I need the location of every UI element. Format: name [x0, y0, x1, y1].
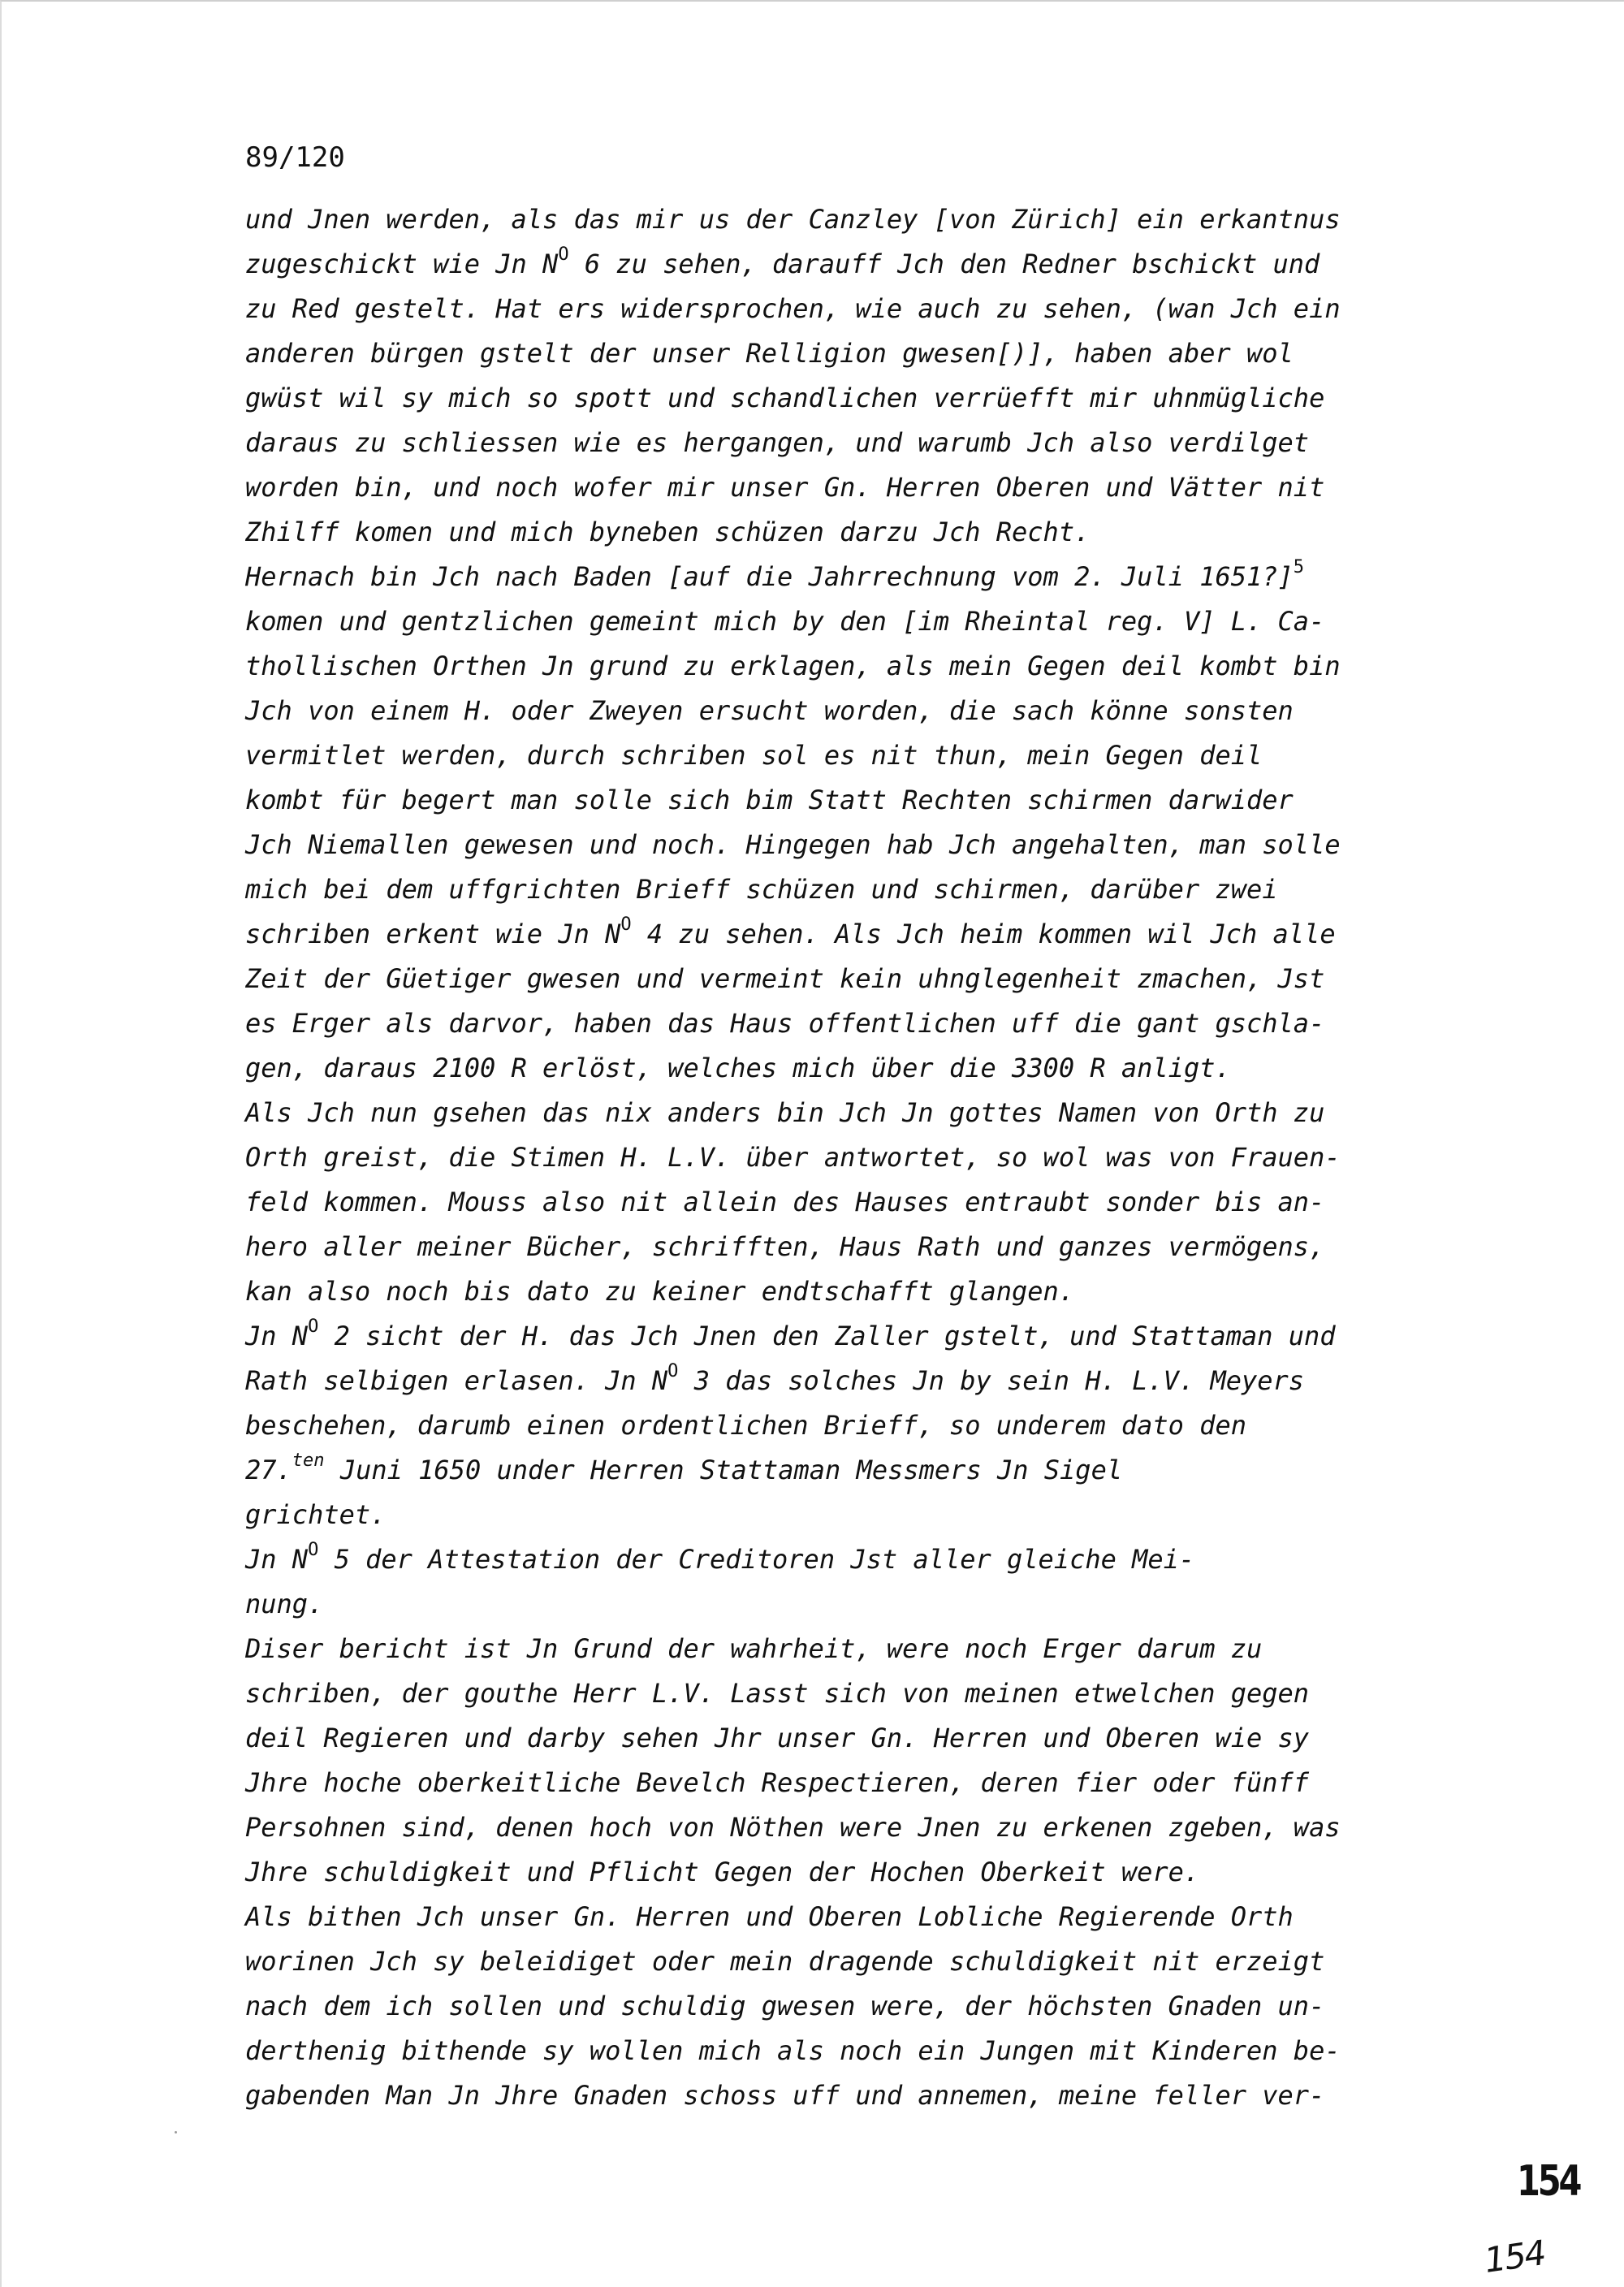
text-line: Jhre schuldigkeit und Pflicht Gegen der Hochen Oberkeit were.	[245, 1857, 1200, 1887]
text-line: vermitlet werden, durch schriben sol es nit thun, mein Gegen deil	[245, 740, 1263, 771]
text-line: gwüst wil sy mich so spott und schandlichen verrüefft mir uhnmügliche	[245, 383, 1325, 413]
text-line: hero aller meiner Bücher, schrifften, Haus Rath und ganzes vermögens,	[245, 1231, 1325, 1262]
text-line: kombt für begert man solle sich bim Statt Rechten schirmen darwider	[245, 785, 1294, 815]
handwritten-page-number: 154	[1517, 2157, 1580, 2206]
text-line: gabenden Man Jn Jhre Gnaden schoss uff und annemen, meine feller ver-	[245, 2080, 1325, 2111]
text-line: Jhre hoche oberkeitliche Bevelch Respectieren, deren fier oder fünff	[245, 1767, 1310, 1798]
text-line: Zeit der Güetiger gwesen und vermeint kein uhnglegenheit zmachen, Jst	[245, 963, 1325, 994]
text-line: Jn $N^O$ 5 der Attestation der Creditoren Jst aller gleiche Mei-	[245, 1540, 1195, 1575]
text-line: Rath selbigen erlasen. Jn $N^O$ 3 das solches Jn by sein H. L.V. Meyers	[245, 1361, 1305, 1396]
text-line: schriben erkent wie Jn $N^O$ 4 zu sehen. Als Jch heim kommen wil Jch alle	[245, 914, 1336, 949]
text-line: grichtet.	[245, 1499, 387, 1530]
text-line: Jch von einem H. oder Zweyen ersucht worden, die sach könne sonsten	[245, 695, 1294, 726]
text-line: komen und gentzlichen gemeint mich by den [im Rheintal reg. V] L. Ca-	[245, 606, 1325, 637]
scan-speck	[175, 2131, 177, 2134]
text-line: Jn $N^O$ 2 sicht der H. das Jch Jnen den Zaller gstelt, und Stattaman und	[245, 1316, 1336, 1351]
text-line: es Erger als darvor, haben das Haus offentlichen uff die gant gschla-	[245, 1008, 1325, 1039]
text-line: 27.$^{ten}$ Juni 1650 under Herren Stattaman Messmers Jn Sigel	[245, 1450, 1123, 1485]
text-line: nach dem ich sollen und schuldig gwesen were, der höchsten Gnaden un-	[245, 1991, 1325, 2021]
text-line: Jch Niemallen gewesen und noch. Hingegen hab Jch angehalten, man solle	[245, 829, 1341, 860]
text-line: und Jnen werden, als das mir us der Canzley [von Zürich] ein erkantnus	[245, 204, 1341, 235]
text-line: anderen bürgen gstelt der unser Relligion gwesen[)], haben aber wol	[245, 338, 1294, 369]
text-line: feld kommen. Mouss also nit allein des Hauses entraubt sonder bis an-	[245, 1187, 1325, 1217]
text-line: Orth greist, die Stimen H. L.V. über antwortet, so wol was von Frauen-	[245, 1142, 1341, 1173]
text-line: deil Regieren und darby sehen Jhr unser Gn. Herren und Oberen wie sy	[245, 1723, 1310, 1753]
text-line: zu Red gestelt. Hat ers widersprochen, wie auch zu sehen, (wan Jch ein	[245, 293, 1341, 324]
text-line: worden bin, und noch wofer mir unser Gn. Herren Oberen und Vätter nit	[245, 472, 1325, 503]
text-line: Hernach bin Jch nach Baden [auf die Jahrrechnung vom 2. Juli 1651?]$^5$	[245, 557, 1305, 592]
text-line: daraus zu schliessen wie es hergangen, und warumb Jch also verdilget	[245, 427, 1310, 458]
text-line: Als Jch nun gsehen das nix anders bin Jch Jn gottes Namen von Orth zu	[245, 1097, 1325, 1128]
text-line: worinen Jch sy beleidiget oder mein dragende schuldigkeit nit erzeigt	[245, 1946, 1325, 1977]
text-line: zugeschickt wie Jn $N^O$ 6 zu sehen, darauff Jch den Redner bschickt und	[245, 244, 1320, 279]
text-line: kan also noch bis dato zu keiner endtschafft glangen.	[245, 1276, 1075, 1307]
text-line: beschehen, darumb einen ordentlichen Brieff, so underem dato den	[245, 1410, 1246, 1441]
text-line: mich bei dem uffgrichten Brieff schüzen und schirmen, darüber zwei	[245, 874, 1278, 905]
text-line: thollischen Orthen Jn grund zu erklagen, als mein Gegen deil kombt bin	[245, 651, 1341, 681]
text-line: gen, daraus 2100 R erlöst, welches mich über die 3300 R anligt.	[245, 1053, 1231, 1083]
text-line: Diser bericht ist Jn Grund der wahrheit, were noch Erger darum zu	[245, 1633, 1263, 1664]
text-line: Persohnen sind, denen hoch von Nöthen were Jnen zu erkenen zgeben, was	[245, 1812, 1341, 1843]
text-line: Als bithen Jch unser Gn. Herren und Oberen Lobliche Regierende Orth	[245, 1901, 1294, 1932]
text-line: schriben, der gouthe Herr L.V. Lasst sich von meinen etwelchen gegen	[245, 1678, 1310, 1709]
text-line: derthenig bithende sy wollen mich als noch ein Jungen mit Kinderen be-	[245, 2035, 1341, 2066]
text-line: nung.	[245, 1589, 324, 1619]
text-line: Zhilff komen und mich byneben schüzen darzu Jch Recht.	[245, 517, 1091, 547]
page-reference: 89/120	[245, 141, 345, 174]
handwritten-folio-number: 154	[1481, 2233, 1548, 2281]
